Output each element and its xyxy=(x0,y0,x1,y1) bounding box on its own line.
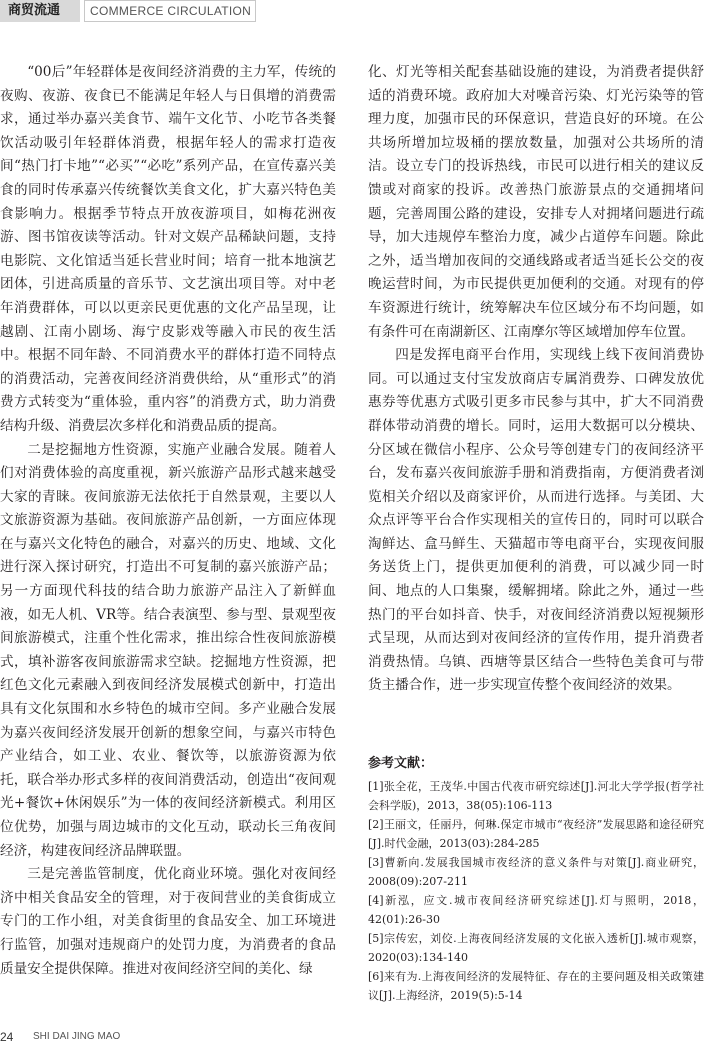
page-header xyxy=(0,0,260,22)
journal-name: SHI DAI JING MAO xyxy=(33,1031,121,1042)
section-title-cn: 商贸流通 xyxy=(0,0,80,22)
paragraph-local-resources: 二是挖掘地方性资源，实施产业融合发展。随着人们对消费体验的高度重视，新兴旅游产品形式越来越受大家的青睐。夜间旅游无法依托于自然景观，主要以人文旅游资源为基础。夜间旅游产品创新，一方面应体现在与嘉兴文化特色的融合，对嘉兴的历史、地域、文化进行深入探讨研究，打造出不可复制的嘉兴旅游产品；另一方面现代科技的结合助力旅游产品注入了新鲜血液，如无人机、VR等。结合表演型、参与型、景观型夜间旅游模式，注重个性化需求，推出综合性夜间旅游模式，填补游客夜间旅游需求空缺。挖掘地方性资源，把红色文化元素融入到夜间经济发展模式创新中，打造出具有文化氛围和水乡特色的城市空间。多产业融合发展为嘉兴夜间经济发展开创新的想象空间，与嘉兴市特色产业结合，如工业、农业、餐饮等，以旅游资源为依托，联合举办形式多样的夜间消费活动，创造出“夜间观光+餐饮+休闲娱乐”为一体的夜间经济新模式。利用区位优势，加强与周边城市的文化互动，联动长三角夜间经济，构建夜间经济品牌联盟。 xyxy=(0,441,336,859)
reference-item: [5]宗传宏，刘佼.上海夜间经济发展的文化嵌入透析[J].城市观察，2020(03):134-140 xyxy=(368,932,704,964)
paragraph-youth-consumption: “00后”年轻群体是夜间经济消费的主力军，传统的夜购、夜游、夜食已不能满足年轻人与日俱增的消费需求，通过举办嘉兴美食节、端午文化节、小吃节各类餐饮活动吸引年轻群体消费，根据年轻人的需求打造夜间“热门打卡地”“必买”“必吃”系列产品，在宣传嘉兴美食的同时传承嘉兴传统餐饮美食文化，扩大嘉兴特色美食影响力。根据季节特点开放夜游项目，如梅花洲夜游、图书馆夜读等活动。针对文娱产品稀缺问题，支持电影院、文化馆适当延长营业时间；培育一批本地演艺团体，引进高质量的音乐节、文艺演出项目等。对中老年消费群体，可以以更亲民更优惠的文化产品呈现，让越剧、江南小剧场、海宁皮影戏等融入市民的夜生活中。根据不同年龄、不同消费水平的群体打造不同特点的消费活动，完善夜间经济消费供给，从“重形式”的消费方式转变为“重体验，重内容”的消费方式，助力消费结构升级、消费层次多样化和消费品质的提高。 xyxy=(0,64,336,434)
section-title-en: COMMERCE CIRCULATION xyxy=(84,0,256,22)
reference-item: [2]王丽文，任丽丹，何琳.保定市城市“夜经济”发展思路和途径研究[J].时代金融，2013(03):284-285 xyxy=(368,818,704,850)
reference-item: [6]来有为.上海夜间经济的发展特征、存在的主要问题及相关政策建议[J].上海经济，2019(5):5-14 xyxy=(368,970,704,1002)
reference-item: [3]曹新向.发展我国城市夜经济的意义条件与对策[J].商业研究，2008(09):207-211 xyxy=(368,856,704,888)
reference-item: [4]新泓，应文.城市夜间经济研究综述[J].灯与照明，2018，42(01):26-30 xyxy=(368,894,704,926)
paragraph-environment: 化、灯光等相关配套基础设施的建设，为消费者提供舒适的消费环境。政府加大对噪音污染、灯光污染等的管理力度，加强市民的环保意识，营造良好的环境。在公共场所增加垃圾桶的摆放数量，加强对公共场所的清洁。设立专门的投诉热线，市民可以进行相关的建议反馈或对商家的投诉。改善热门旅游景点的交通拥堵问题，完善周围公路的建设，安排专人对拥堵问题进行疏导，加大违规停车整治力度，减少占道停车问题。除此之外，适当增加夜间的交通线路或者适当延长公交的夜晚运营时间，为市民提供更加便利的交通。对现有的停车资源进行统计，统筹解决车位区域分布不均问题，如有条件可在南湖新区、江南摩尔等区域增加停车位置。 xyxy=(368,64,704,340)
references-title: 参考文献： xyxy=(368,756,434,771)
paragraph-ecommerce: 四是发挥电商平台作用，实现线上线下夜间消费协同。可以通过支付宝发放商店专属消费券、口碑发放优惠券等优惠方式吸引更多市民参与其中，扩大不同消费群体带动消费的增长。同时，运用大数据可以分模块、分区域在微信小程序、公众号等创建专门的夜间经济平台，发布嘉兴夜间旅游手册和消费指南，方便消费者浏览相关介绍以及商家评价，从而进行选择。与美团、大众点评等平台合作实现相关的宣传日的，同时可以联合淘鲜达、盒马鲜生、天猫超市等电商平台，实现夜间服务送货上门，提供更加便利的消费，可以减少同一时间、地点的人口集聚，缓解拥堵。除此之外，通过一些热门的平台如抖音、快手，对夜间经济消费以短视频形式呈现，从而达到对夜间经济的宣传作用，提升消费者消费热情。乌镇、西塘等景区结合一些特色美食可与带货主播合作，进一步实现宣传整个夜间经济的效果。 xyxy=(368,347,704,694)
page-number: 24 xyxy=(0,1030,14,1044)
reference-item: [1]张全花，王茂华.中国古代夜市研究综述[J].河北大学学报(哲学社会科学版)，2013，38(05):106-113 xyxy=(368,780,704,812)
right-column xyxy=(368,61,704,698)
left-column xyxy=(0,61,336,981)
paragraph-regulation: 三是完善监管制度，优化商业环境。强化对夜间经济中相关食品安全的管理，对于夜间营业的美食街成立专门的工作小组，对美食街里的食品安全、加工环境进行监管，加强对违规商户的处罚力度，为消费者的食品质量安全提供保障。推进对夜间经济空间的美化、绿 xyxy=(0,866,336,977)
references xyxy=(368,752,704,1005)
